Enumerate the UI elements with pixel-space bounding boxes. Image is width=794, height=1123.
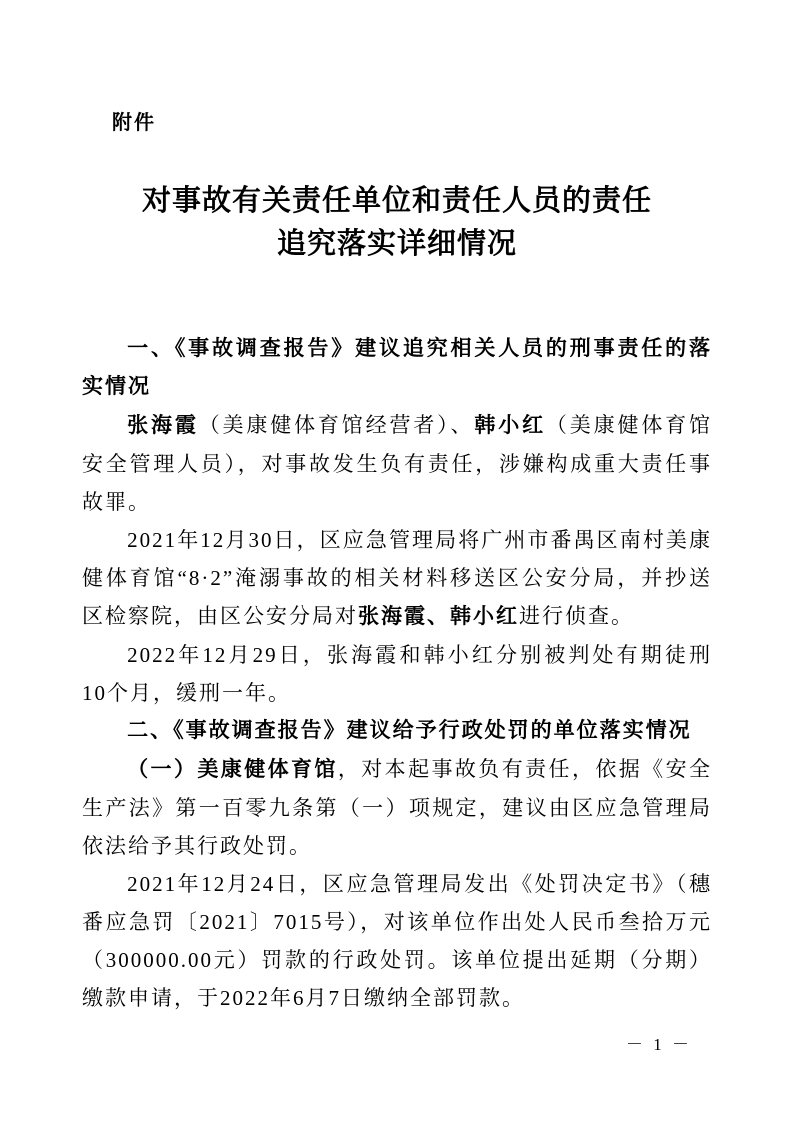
paragraph [82, 750, 712, 865]
paragraph [82, 521, 712, 636]
text-run: 2022年12月29日，张海霞和韩小红分别被判处有期徒刑10个月，缓刑一年。 [82, 643, 712, 705]
paragraph [82, 865, 712, 1017]
text-run: 二、《事故调查报告》建议给予行政处罚的单位落实情况 [127, 719, 692, 742]
body-content [82, 330, 712, 1017]
page-number: － 1 － [626, 1035, 692, 1054]
text-run: 张海霞 [127, 414, 199, 437]
paragraph [82, 406, 712, 521]
text-run: 一、《事故调查报告》建议追究相关人员的刑事责任的落实情况 [82, 337, 712, 398]
text-run: 2021年12月30日，区应急管理局将广州市番禺区南村美康健体育馆“8·2”淹溺事故的相关材料移送区公安分局，并抄送区检察院，由区公安分局对 [82, 528, 712, 628]
text-run: 张海霞、韩小红 [358, 605, 519, 628]
text-run: 韩小红 [474, 414, 546, 437]
text-run: 进行侦查。 [519, 604, 634, 628]
document-title [0, 180, 794, 266]
section-heading [82, 330, 712, 406]
text-run: ，对本起事故负有责任，依据《安全生产法》第一百零九条第（一）项规定，建议由区应急管理局依法给予其行政处罚。 [82, 757, 713, 858]
text-run: （一）美康健体育馆 [127, 758, 338, 781]
title-line-2: 追究落实详细情况 [276, 228, 517, 260]
text-run: （美康健体育馆安全管理人员），对事故发生负有责任，涉嫌构成重大责任事故罪。 [82, 413, 713, 514]
attachment-label: 附件 [112, 112, 156, 134]
text-run: （美康健体育馆经营者）、 [198, 413, 475, 437]
text-run: 2021年12月24日，区应急管理局发出《处罚决定书》（穗番应急罚〔2021〕7015号），对该单位作出处人民币叁拾万元（300000.00元）罚款的行政处罚。该单位提出延期（分期）缴款申请，于2022年6月7日缴纳全部罚款。 [82, 872, 712, 1010]
section-heading [82, 712, 712, 750]
paragraph [82, 636, 712, 712]
title-line-1: 对事故有关责任单位和责任人员的责任 [141, 185, 652, 217]
